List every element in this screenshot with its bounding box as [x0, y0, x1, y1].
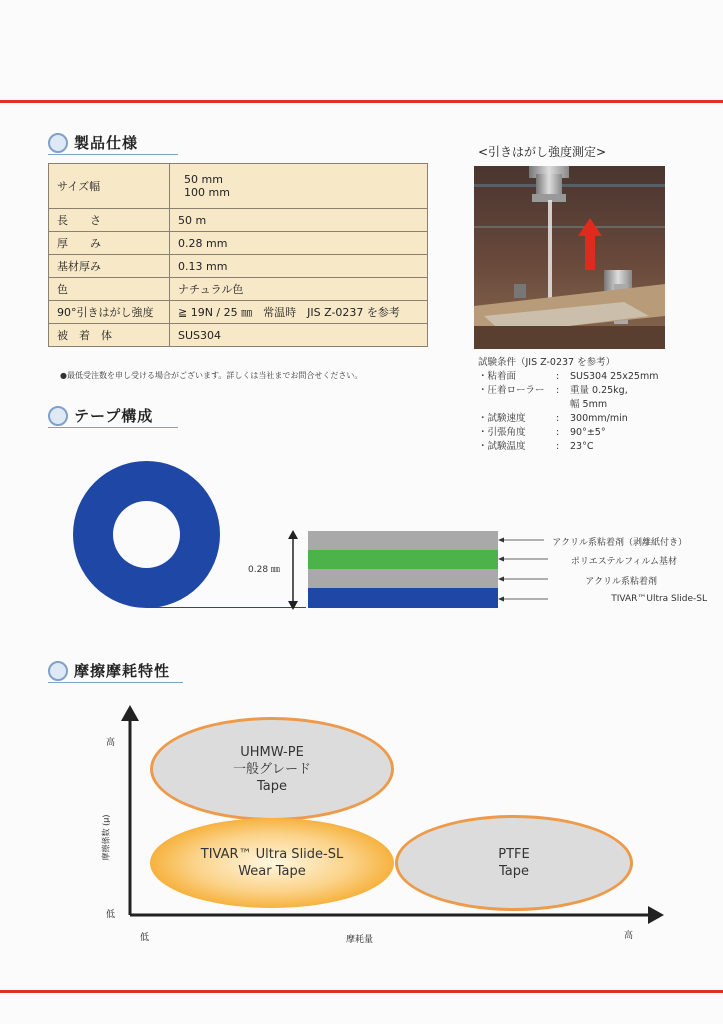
section-underline	[48, 154, 178, 155]
spec-value: ≧ 19N / 25 ㎜ 常温時 JIS Z-0237 を参考	[170, 301, 428, 324]
spec-label: 厚 み	[49, 232, 170, 255]
x-axis-low-label: 低	[140, 933, 150, 943]
spec-value: 50 m	[170, 209, 428, 232]
condition-label: ・試験速度	[478, 413, 526, 424]
peel-test-photo	[474, 166, 665, 349]
condition-value: 23°C	[570, 441, 594, 452]
condition-separator: :	[556, 427, 560, 438]
condition-value: 300mm/min	[570, 413, 628, 424]
layer-label: TIVAR™Ultra Slide-SL	[611, 594, 707, 604]
spec-value: 0.28 mm	[170, 232, 428, 255]
table-row	[49, 324, 428, 347]
table-row	[49, 209, 428, 232]
spec-label: サイズ幅	[49, 164, 170, 209]
spec-label: 色	[49, 278, 170, 301]
order-note: ●最低受注数を申し受ける場合がございます。詳しくは当社までお問合せください。	[60, 371, 363, 380]
y-axis-low-label: 低	[106, 910, 116, 920]
friction-section-title	[48, 660, 170, 681]
table-row	[49, 301, 428, 324]
x-axis-high-label: 高	[624, 931, 634, 941]
condition-value: 90°±5°	[570, 427, 606, 438]
layer-adhesive	[308, 569, 498, 588]
spec-value: SUS304	[170, 324, 428, 347]
section-bullet-icon	[48, 661, 68, 681]
ptfe-ellipse	[395, 815, 633, 911]
ellipse-text: PTFE	[498, 847, 530, 862]
thickness-label: 0.28 ㎜	[248, 565, 280, 575]
condition-row	[478, 426, 658, 440]
table-row	[49, 164, 428, 209]
condition-value: SUS304 25x25mm	[570, 371, 659, 382]
spec-section-heading: 製品仕様	[74, 134, 139, 152]
layer-leader-lines	[498, 530, 548, 610]
section-bullet-icon	[48, 133, 68, 153]
condition-label	[478, 398, 556, 412]
ellipse-text: 一般グレード	[232, 761, 311, 777]
section-bullet-icon	[48, 406, 68, 426]
ellipse-text: Tape	[256, 778, 287, 794]
condition-label: ・圧着ローラー	[478, 385, 545, 396]
friction-section-heading: 摩擦摩耗特性	[74, 662, 171, 680]
layer-label: アクリル系粘着剤	[585, 577, 657, 587]
spec-label: 被 着 体	[49, 324, 170, 347]
condition-value: 幅 5mm	[570, 399, 608, 410]
layer-polyester-film	[308, 550, 498, 569]
ellipse-text: Tape	[498, 864, 529, 879]
uhmw-pe-ellipse	[150, 717, 394, 821]
test-conditions	[478, 356, 658, 454]
bottom-divider	[0, 990, 723, 993]
section-underline	[48, 427, 178, 428]
condition-separator: :	[556, 441, 560, 452]
spec-value-line: 100 mm	[184, 186, 230, 199]
y-axis-high-label: 高	[106, 738, 116, 748]
condition-value: 重量 0.25kg,	[570, 385, 628, 396]
spec-label: 基材厚み	[49, 255, 170, 278]
ellipse-text: Wear Tape	[238, 864, 306, 879]
peel-test-title: <引きはがし強度測定>	[478, 145, 607, 159]
spec-value: 0.13 mm	[170, 255, 428, 278]
spec-table	[48, 163, 428, 347]
layer-label: ポリエステルフィルム基材	[570, 557, 677, 567]
condition-row	[478, 398, 658, 412]
x-axis-title: 摩耗量	[346, 935, 374, 945]
spec-value	[170, 164, 428, 209]
condition-separator: :	[556, 413, 560, 424]
structure-section-heading: テープ構成	[74, 407, 154, 425]
layer-tivar	[308, 588, 498, 608]
table-row	[49, 278, 428, 301]
ellipse-text: UHMW-PE	[240, 744, 304, 760]
condition-label: ・粘着面	[478, 371, 517, 382]
condition-row	[478, 440, 658, 454]
structure-section-title	[48, 405, 153, 426]
spec-label: 90°引きはがし強度	[49, 301, 170, 324]
table-row	[49, 232, 428, 255]
condition-row	[478, 412, 658, 426]
section-underline	[48, 682, 183, 683]
spec-label: 長 さ	[49, 209, 170, 232]
condition-row	[478, 384, 658, 398]
roll-baseline	[146, 607, 306, 608]
ellipse-text: TIVAR™ Ultra Slide-SL	[200, 847, 344, 862]
layer-label: アクリル系粘着剤（剥離紙付き）	[552, 538, 687, 548]
y-axis-title: 摩擦係数 (μ)	[101, 814, 111, 861]
conditions-title: 試験条件（JIS Z-0237 を参考）	[478, 357, 616, 368]
tape-roll-icon	[73, 461, 220, 608]
spec-value-line: 50 mm	[184, 173, 223, 186]
layer-adhesive-liner	[308, 531, 498, 550]
table-row	[49, 255, 428, 278]
tivar-ellipse	[150, 818, 394, 908]
condition-separator: :	[556, 385, 560, 396]
top-divider	[0, 100, 723, 103]
spec-value: ナチュラル色	[170, 278, 428, 301]
spec-section-title	[48, 132, 138, 153]
condition-row	[478, 370, 658, 384]
thickness-arrow	[286, 530, 300, 610]
condition-separator: :	[556, 371, 560, 382]
condition-label: ・引張角度	[478, 427, 526, 438]
condition-label: ・試験温度	[478, 441, 526, 452]
